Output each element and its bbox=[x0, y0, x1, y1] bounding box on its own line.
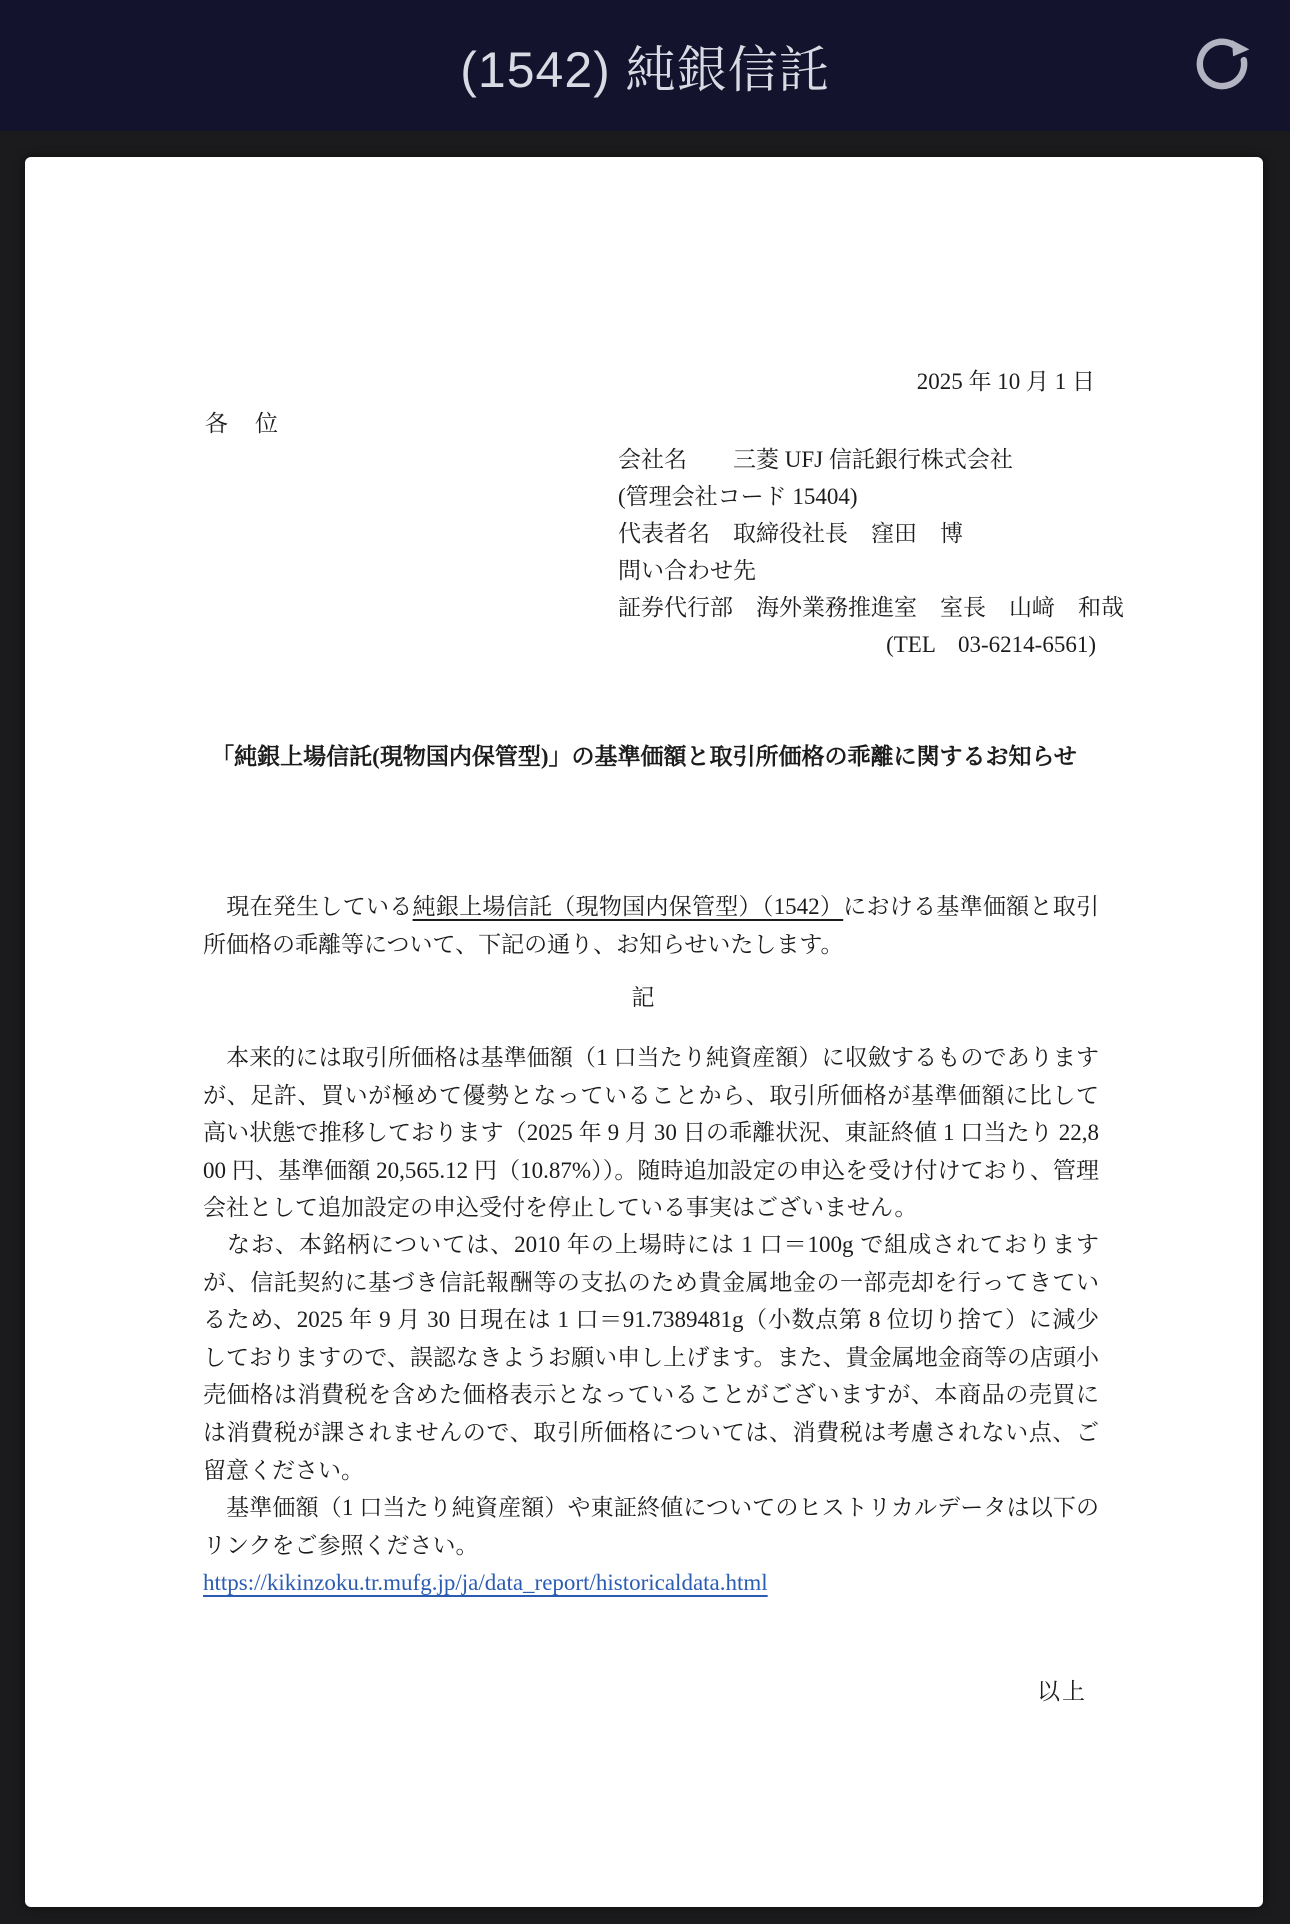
document-date: 2025 年 10 月 1 日 bbox=[916, 369, 1095, 394]
sender-tel-line: (TEL 03-6214-6561) bbox=[886, 632, 1096, 657]
sender-block bbox=[618, 441, 1124, 663]
sender-company-line: 会社名 三菱 UFJ 信託銀行株式会社 bbox=[618, 447, 1013, 472]
salutation: 各 位 bbox=[205, 411, 280, 436]
body-paragraph-1: 本来的には取引所価格は基準価額（1 口当たり純資産額）に収斂するものでありますが、足許、買いが極めて優勢となっていることから、取引所価格が基準価額に比して高い状態で推移しております（2025 年 9 月 30 日の乖離状況、東証終値 1 口当たり 22,800 円、基準価額 20,565.12 円（10.87%））。随時追加設定の申込を受け付けており、管理会社として追加設定の申込受付を停止している事実はございません。 bbox=[203, 1045, 1100, 1221]
sender-contact-line: 証券代行部 海外業務推進室 室長 山﨑 和哉 bbox=[618, 595, 1124, 620]
refresh-button[interactable] bbox=[1194, 36, 1250, 92]
body-paragraph-2: なお、本銘柄については、2010 年の上場時には 1 口＝100g で組成されておりますが、信託契約に基づき信託報酬等の支払のため貴金属地金の一部売却を行ってきているため、2025 年 9 月 30 日現在は 1 口＝91.7389481g（小数点第 8 位切り捨て）に減少しておりますので、誤認なきようお願い申し上げます。また、貴金属地金商等の店頭小売価格は消費税を含めた価格表示となっていることがございますが、本商品の売買には消費税が課されませんので、取引所価格については、消費税は考慮されない点、ご留意ください。 bbox=[203, 1232, 1100, 1483]
sender-contact-label: 問い合わせ先 bbox=[618, 558, 756, 583]
historical-data-link-line bbox=[203, 1564, 1099, 1602]
intro-post: における基準価額と取引所価格の乖離等について、下記の通り、お知らせいたします。 bbox=[203, 894, 1100, 957]
body-paragraph-3: 基準価額（1 口当たり純資産額）や東証終値についてのヒストリカルデータは以下のリンクをご参照ください。 bbox=[203, 1495, 1099, 1558]
document-title: 「純銀上場信託(現物国内保管型)」の基準価額と取引所価格の乖離に関するお知らせ bbox=[211, 744, 1077, 769]
refresh-icon bbox=[1194, 80, 1250, 95]
sender-representative-line: 代表者名 取締役社長 窪田 博 bbox=[618, 521, 963, 546]
intro-paragraph bbox=[203, 888, 1099, 963]
sender-code-line: (管理会社コード 15404) bbox=[618, 484, 858, 509]
historical-data-link[interactable]: https://kikinzoku.tr.mufg.jp/ja/data_report/historicaldata.html bbox=[203, 1570, 768, 1595]
closing-ijo: 以上 bbox=[1037, 1679, 1087, 1704]
document-page bbox=[25, 157, 1263, 1907]
intro-underlined-fund-name: 純銀上場信託（現物国内保管型）（1542） bbox=[412, 894, 844, 919]
intro-pre: 現在発生している bbox=[203, 894, 413, 919]
ki-marker: 記 bbox=[631, 985, 657, 1010]
page-title: (1542) 純銀信託 bbox=[460, 41, 830, 98]
app-header bbox=[0, 0, 1290, 131]
